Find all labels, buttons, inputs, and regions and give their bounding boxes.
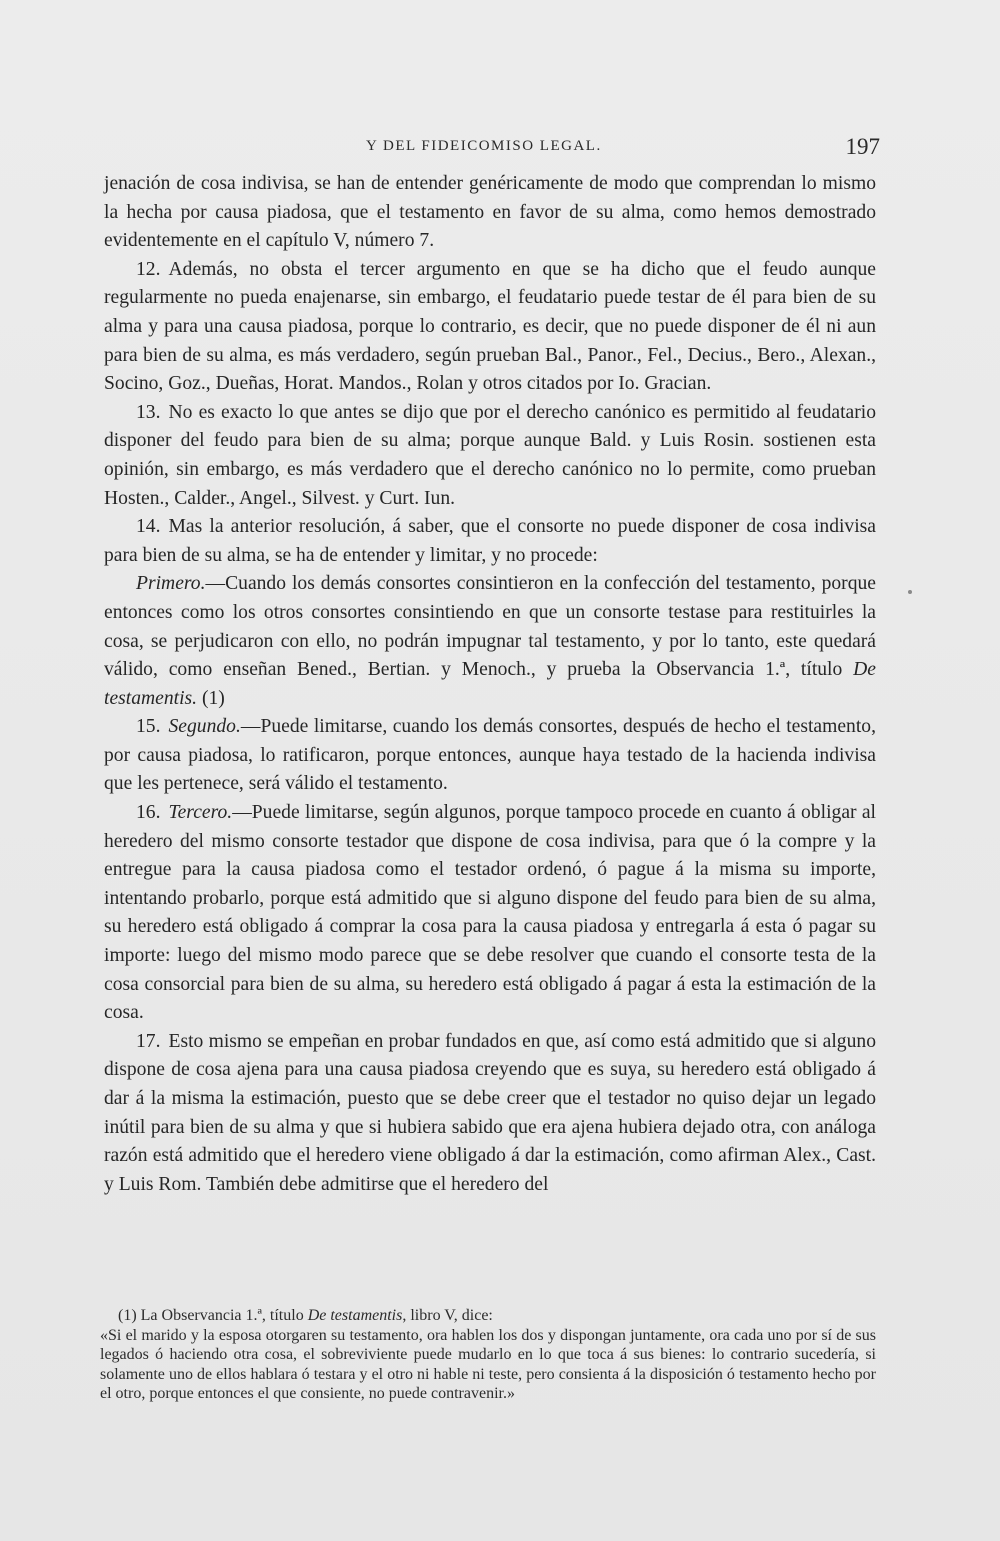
paragraph-12: [104, 256, 876, 399]
paragraph-16: [104, 799, 876, 1028]
paragraph-text: Además, no obsta el tercer argumento en que se ha dicho que el feudo aunque regularmente no pueda enajenarse, sin embargo, el feudatario puede testar de él para bien de su alma y para una causa piadosa, porque lo contrario, es decir, que no puede disponer de él ni aun para bien de su alma, es más verdadero, según prueban Bal., Panor., Fel., Decius., Bero., Alexan., Socino, Goz., Dueñas, Horat. Mandos., Rolan y otros citados por Io. Gracian.: [104, 258, 876, 395]
footnote-quote: «Si el marido y la esposa otorgaren su testamento, ora hablen los dos y dispongan juntamente, ora cada uno por sí de sus legados ó haciendo otra cosa, el sobreviviente puede mudarlo en lo que toca á sus bienes: lo contrario sucedería, si solamente uno de ellos hablara ó testara y el otro ni hable ni teste, pero consienta á la disposición ó testamento hecho por el otro, porque entonces el que consiente, no puede contravenir.»: [100, 1326, 876, 1403]
italic-label: Primero.: [136, 573, 206, 595]
paragraph-number: 16.: [136, 802, 161, 824]
paragraph-text: No es exacto lo que antes se dijo que por el derecho canónico es permitido al feudatario disponer del feudo para bien de su alma; porque aunque Bald. y Luis Rosin. sostienen esta opinión, sin embargo, es más verdadero que el derecho canónico no lo permite, como prueban Hosten., Calder., Angel., Silvest. y Curt. Iun.: [104, 401, 876, 509]
paragraph-number: 14.: [136, 516, 161, 538]
footnote-block: [100, 1306, 876, 1404]
paragraph-17: [104, 1028, 876, 1200]
paragraph-15: [104, 713, 876, 799]
italic-label: Tercero.: [168, 802, 233, 824]
main-text: [104, 170, 876, 1199]
paragraph-14: [104, 513, 876, 570]
paragraph-number: 13.: [136, 401, 161, 423]
paragraph-number: 17.: [136, 1030, 161, 1052]
margin-speck: [908, 590, 912, 594]
italic-label: Segundo.: [168, 716, 241, 738]
footnote-lead-text: (1) La Observancia 1.ª, título: [118, 1307, 308, 1324]
footnote-lead-end: , libro V, dice:: [402, 1307, 493, 1324]
italic-title: De testamentis.: [104, 659, 876, 709]
page-number: 197: [845, 134, 880, 159]
footnote-lead: [100, 1306, 876, 1326]
paragraph-primero: [104, 570, 876, 713]
paragraph-text: —Puede limitarse, cuando los demás consortes, después de hecho el testamento, por causa piadosa, lo ratificaron, porque entonces, aunque haya testado de la hacienda indivisa que les pertenece, será válido el testamento.: [104, 716, 876, 795]
paragraph-text: —Cuando los demás consortes consintieron en la confección del testamento, porque entonces como los otros consortes consintiendo en que un consorte testase para restituirles la cosa, se perjudicaron con ello, no podrán impugnar tal testamento, y por lo tanto, este quedará válido, como enseñan Bened., Bertian. y Menoch., y prueba la Observancia 1.ª, título: [104, 573, 876, 681]
paragraph-text: Esto mismo se empeñan en probar fundados en que, así como está admitido que si alguno dispone de cosa ajena para una causa piadosa creyendo que es suya, su heredero está obligado á dar á la misma la estimación, puesto que se debe creer que el testador no quiso dejar un legado inútil para bien de su alma y que si hubiera sabido que era ajena hubiera dejado otra, con análoga razón está admitido que el heredero viene obligado á dar la estimación, como afirman Alex., Cast. y Luis Rom. También debe admitirse que el heredero del: [104, 1030, 876, 1195]
page-header: [104, 134, 880, 164]
paragraph-text: Mas la anterior resolución, á saber, que el consorte no puede disponer de cosa indivisa para bien de su alma, se ha de entender y limitar, y no procede:: [104, 516, 876, 566]
paragraph-13: [104, 399, 876, 513]
running-head: Y DEL FIDEICOMISO LEGAL.: [366, 138, 602, 154]
paragraph-intro: jenación de cosa indivisa, se han de entender genéricamente de modo que comprendan lo mismo la hecha por causa piadosa, que el testamento en favor de su alma, como hemos demostrado evidentemente en el capítulo V, número 7.: [104, 173, 876, 252]
paragraph-number: 15.: [136, 716, 161, 738]
footnote-ref: (1): [197, 687, 225, 709]
paragraph-text: —Puede limitarse, según algunos, porque tampoco procede en cuanto á obligar al heredero del mismo consorte testador que dispone de cosa indivisa, para que ó la compre y la entregue para la causa piadosa como el testador ordenó, ó pague á la misma su importe, intentando probarlo, porque está admitido que si alguno dispone del feudo para bien de su alma, su heredero está obligado á comprar la cosa para la causa piadosa y entregarla á esta ó pagar su importe: luego del mismo modo parece que se debe resolver que cuando el consorte testa de la cosa consorcial para bien de su alma, su heredero está obligado á pagar á esta la estimación de la cosa.: [104, 802, 876, 1024]
footnote-title: De testamentis: [307, 1307, 403, 1324]
paragraph-number: 12.: [136, 258, 161, 280]
